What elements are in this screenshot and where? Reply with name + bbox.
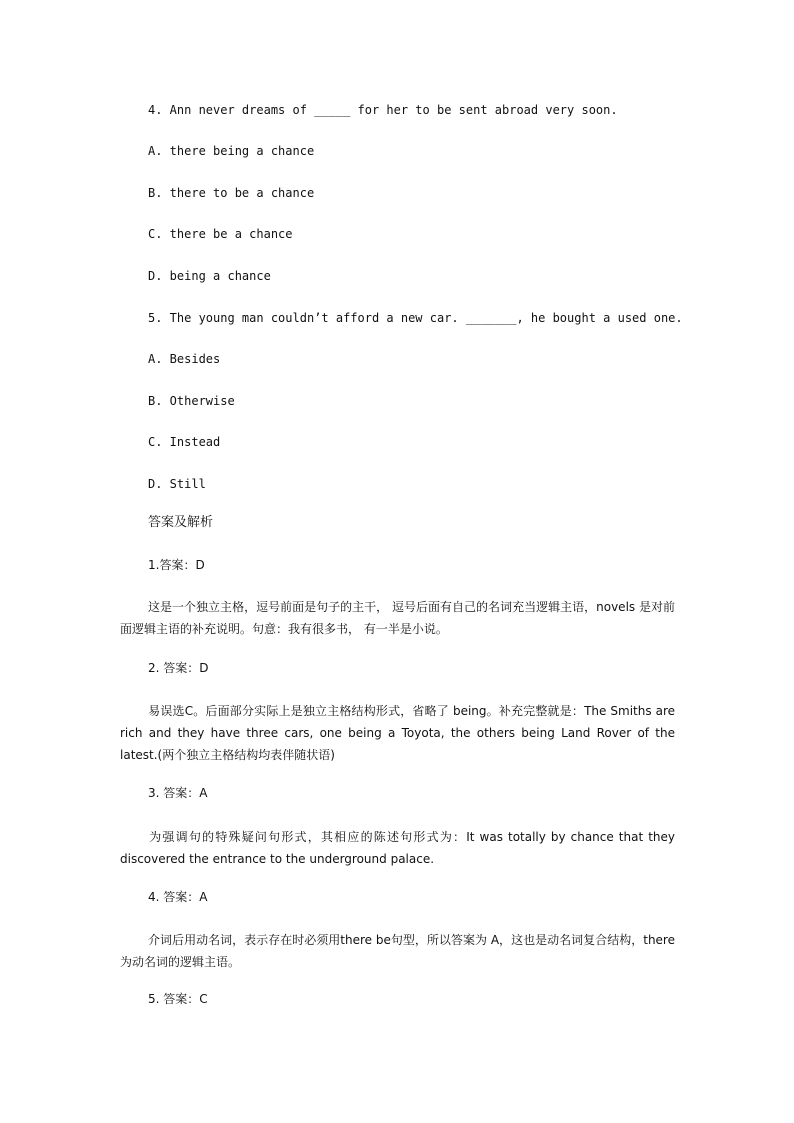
q4-option-d: D. being a chance xyxy=(148,269,271,283)
answer-2-explanation xyxy=(120,700,675,766)
answer-1-explanation xyxy=(120,596,675,640)
answer-1-text: 这是一个独立主格，逗号前面是句子的主干， 逗号后面有自己的名词充当逻辑主语，novels 是对前面逻辑主语的补充说明。句意：我有很多书， 有一半是小说。 xyxy=(120,600,675,636)
answer-3-text: 为强调句的特殊疑问句形式，其相应的陈述句形式为：It was totally by chance that they discovered the entrance to the underground palace. xyxy=(120,830,675,866)
answers-heading: 答案及解析 xyxy=(148,515,214,530)
q5-option-d: D. Still xyxy=(148,477,206,491)
q5-option-c: C. Instead xyxy=(148,435,221,449)
answer-3-explanation xyxy=(120,826,675,870)
answer-4-label: 4. 答案：A xyxy=(148,890,208,904)
q4-option-b: B. there to be a chance xyxy=(148,186,315,200)
answer-1-label: 1.答案：D xyxy=(148,558,205,572)
answer-4-text: 介词后用动名词，表示存在时必须用there be句型，所以答案为 A，这也是动名词复合结构，there为动名词的逻辑主语。 xyxy=(120,933,675,969)
q5-option-a: A. Besides xyxy=(148,352,221,366)
answer-4-explanation xyxy=(120,929,675,973)
question-5: 5. The young man couldn’t afford a new car. _______, he bought a used one. xyxy=(148,311,683,325)
q4-option-c: C. there be a chance xyxy=(148,227,293,241)
answer-2-label: 2. 答案：D xyxy=(148,661,209,675)
q4-option-a: A. there being a chance xyxy=(148,144,315,158)
q5-option-b: B. Otherwise xyxy=(148,394,235,408)
answer-3-label: 3. 答案：A xyxy=(148,786,208,800)
answer-2-text: 易误选C。后面部分实际上是独立主格结构形式，省略了 being。补充完整就是：The Smiths are rich and they have three cars, one being a Toyota, the others being Land Rover of the latest.(两个独立主格结构均表伴随状语) xyxy=(120,704,675,762)
answer-5-label: 5. 答案：C xyxy=(148,992,208,1006)
question-4: 4. Ann never dreams of _____ for her to be sent abroad very soon. xyxy=(148,103,618,117)
